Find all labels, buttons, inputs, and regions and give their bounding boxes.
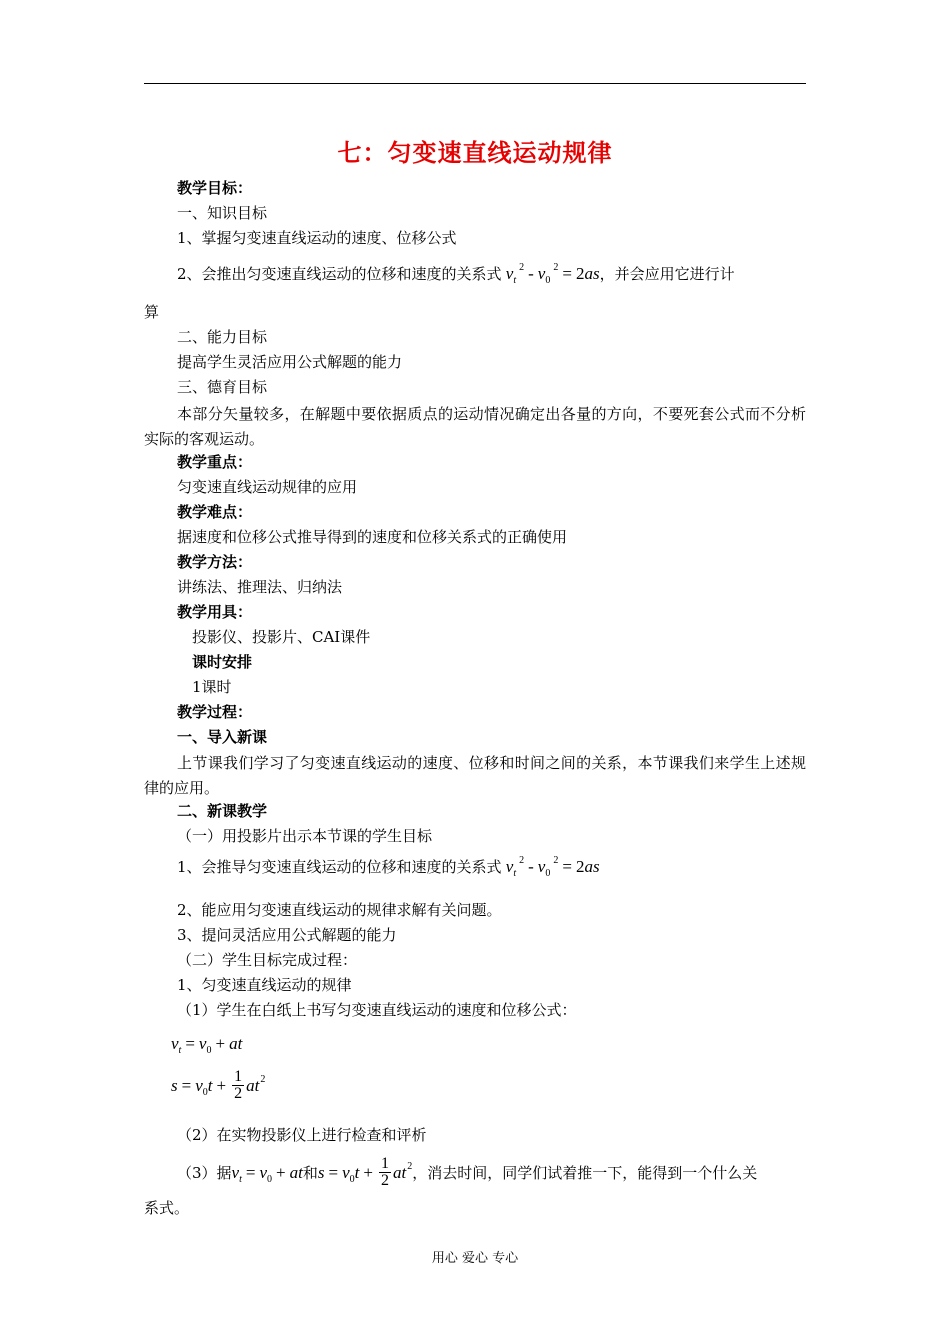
moral-heading: 三、德育目标: [177, 378, 268, 396]
process-p6: 1、匀变速直线运动的规律: [177, 976, 352, 994]
page-footer: 用心 爱心 专心: [431, 1251, 519, 1266]
key-point-heading: 教学重点：: [177, 453, 253, 471]
formula-displacement: $s = v_0t$ + $\frac{1}{2}$ $at^2$: [171, 1067, 266, 1102]
intro-text: 上节课我们学习了匀变速直线运动的速度、位移和时间之间的关系，本节课我们来学生上述规律的应用。: [144, 754, 806, 797]
tools-heading: 教学用具：: [177, 603, 253, 621]
knowledge-item-1: 1、掌握匀变速直线运动的速度、位移公式: [177, 229, 457, 247]
intro-heading: 一、导入新课: [177, 728, 268, 746]
process-p9: （3）据$v_t = v_0$ + at和$s = v_0t$ + $\frac{1}{2}$ $at^2$，消去时间，同学们试着推一下，能得到一个什么关: [177, 1154, 758, 1189]
knowledge-heading: 一、知识目标: [177, 204, 268, 222]
new-lesson-heading: 二、新课教学: [177, 802, 268, 820]
process-p7: （1）学生在白纸上书写匀变速直线运动的速度和位移公式：: [177, 1001, 577, 1019]
schedule-heading: 课时安排: [192, 653, 253, 671]
process-p5: （二）学生目标完成过程：: [177, 951, 358, 969]
method-text: 讲练法、推理法、归纳法: [177, 578, 343, 596]
ability-heading: 二、能力目标: [177, 328, 268, 346]
formula-velocity: $v_t = v_0$ + at: [171, 1034, 243, 1056]
process-p8: （2）在实物投影仪上进行检查和评析: [177, 1126, 427, 1144]
method-heading: 教学方法：: [177, 553, 253, 571]
schedule-text: 1课时: [192, 678, 232, 696]
ability-text: 提高学生灵活应用公式解题的能力: [177, 353, 403, 371]
formula-velocity-displacement: $v_t^2 - v_0^2 = 2as$: [501, 262, 600, 286]
process-p4: 3、提问灵活应用公式解题的能力: [177, 926, 397, 944]
moral-text: 本部分矢量较多，在解题中要依据质点的运动情况确定出各量的方向，不要死套公式而不分析实际的客观运动。: [144, 405, 806, 448]
tools-text: 投影仪、投影片、CAI课件: [192, 628, 371, 646]
process-p3: 2、能应用匀变速直线运动的规律求解有关问题。: [177, 901, 502, 919]
difficulty-text: 据速度和位移公式推导得到的速度和位移关系式的正确使用: [177, 528, 568, 546]
process-p9-cont: 系式。: [144, 1199, 190, 1217]
knowledge-item-2: 2、会推出匀变速直线运动的位移和速度的关系式 $v_t^2 - v_0^2 = 2as$，并会应用它进行计: [177, 262, 735, 286]
process-heading: 教学过程：: [177, 703, 253, 721]
process-p1: （一）用投影片出示本节课的学生目标: [177, 827, 433, 845]
key-point-text: 匀变速直线运动规律的应用: [177, 478, 358, 496]
objectives-heading: 教学目标：: [177, 179, 253, 197]
formula-velocity-displacement-2: $v_t^2 - v_0^2 = 2as$: [501, 855, 600, 879]
difficulty-heading: 教学难点：: [177, 503, 253, 521]
process-p2: 1、会推导匀变速直线运动的位移和速度的关系式 $v_t^2 - v_0^2 = 2as$: [177, 855, 600, 879]
knowledge-item-2-cont: 算: [144, 303, 160, 321]
header-rule: [144, 83, 806, 84]
page-title: 七：匀变速直线运动规律: [337, 139, 613, 167]
